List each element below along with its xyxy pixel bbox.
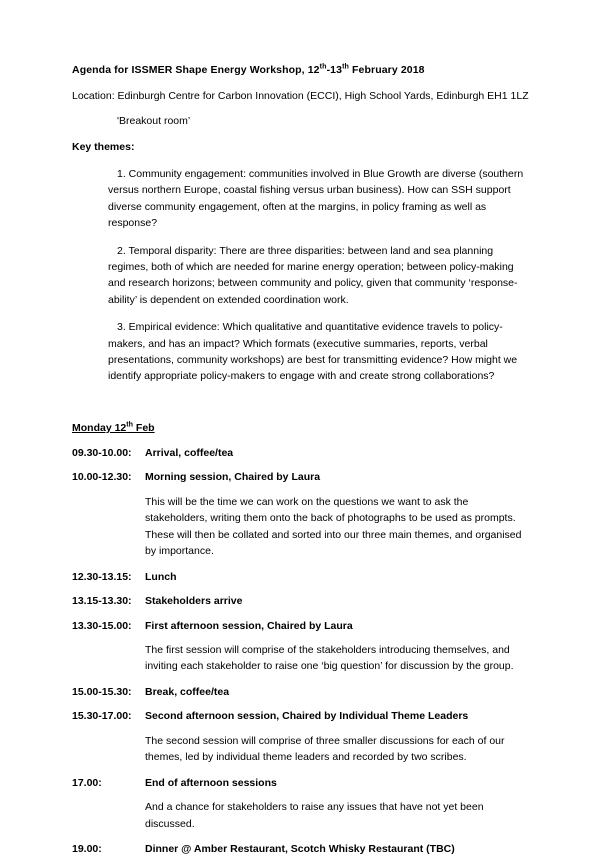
schedule-note: The second session will comprise of three smaller discussions for each of our themes, led by individual theme leaders and recorded by two scribes. [145,734,505,764]
schedule-note: This will be the time we can work on the questions we want to ask the stakeholders, writing them onto the back of photographs to be used as prompts. These will then be collated and sorted into our three main themes, and organised by importance. [145,495,522,558]
schedule-row [72,708,530,724]
schedule-label: Lunch [145,570,177,583]
document-title [72,62,530,78]
schedule-time: 13.15-13.30: [72,595,132,607]
title-ordinal-suffix-first: th [319,62,327,71]
day-heading-suffix: Feb [133,421,155,434]
document-title-prefix: Agenda for ISSMER Shape Energy Workshop, 12 [72,64,320,76]
theme-paragraph-3: 3. Empirical evidence: Which qualitative and quantitative evidence travels to policy-makers, and has an impact? Which formats (executive summaries, reports, verbal presentations, community workshops) are best for transmitting evidence? How might we identify appropriate policy-makers to engage with and create strong collaborations? [108,321,518,383]
schedule-row [72,569,530,585]
schedule-time: 09.30-10.00: [72,446,132,459]
schedule-label: First afternoon session, Chaired by Laura [145,619,353,632]
schedule-time: 13.30-15.00: [72,619,132,632]
schedule-row [72,684,530,700]
schedule-time: 15.30-17.00: [72,710,132,723]
key-themes-heading: Key themes: [72,141,135,153]
schedule-time: 19.00: [72,842,102,855]
document-title-suffix: February 2018 [349,64,425,76]
schedule-row [72,618,530,634]
schedule-label: Morning session, Chaired by Laura [145,471,321,484]
theme-paragraph-2: 2. Temporal disparity: There are three disparities: between land and sea planning regimes, both of which are needed for marine energy operation; between policy-making and research horizons; between community and policy, given that community ‘response-ability’ is dependent on extended coordination work. [108,244,518,306]
schedule-row [72,775,530,791]
schedule-time: 10.00-12.30: [72,471,132,484]
schedule-row [72,593,530,609]
day-heading-prefix: Monday 12 [72,421,127,434]
schedule-list [72,445,530,857]
section-spacer [72,396,530,408]
schedule-row [72,469,530,485]
schedule-time: 12.30-13.15: [72,570,132,583]
schedule-note: The first session will comprise of the stakeholders introducing themselves, and inviting each stakeholder to raise one ‘big question’ for discussion by the group. [145,644,514,673]
day-heading-wrap [72,408,530,445]
day-ordinal-suffix: th [126,420,133,429]
schedule-label: End of afternoon sessions [145,776,277,789]
schedule-label: Break, coffee/tea [145,685,230,698]
schedule-label: Stakeholders arrive [145,595,243,607]
schedule-label: Dinner @ Amber Restaurant, Scotch Whisky Restaurant (TBC) [145,842,455,855]
title-ordinal-suffix-second: th [342,62,349,71]
document-title-mid: -13 [326,64,343,76]
room-line: 'Breakout room’ [117,115,191,127]
schedule-row [72,445,530,461]
schedule-label: Second afternoon session, Chaired by Individual Theme Leaders [145,710,469,723]
day-heading [72,420,155,436]
theme-paragraph-1: 1. Community engagement: communities involved in Blue Growth are diverse (southern versus northern Europe, coastal fishing versus urban business). How can SSH support diverse community engagement, often at the margins, in policy framing as well as response? [108,168,524,230]
schedule-time: 15.00-15.30: [72,685,132,698]
location-line: Location: Edinburgh Centre for Carbon Innovation (ECCI), High School Yards, Edinburgh EH1 1LZ [72,90,529,102]
schedule-time: 17.00: [72,776,102,789]
schedule-note: And a chance for stakeholders to raise any issues that have not yet been discussed. [145,801,484,830]
schedule-label: Arrival, coffee/tea [145,446,234,459]
